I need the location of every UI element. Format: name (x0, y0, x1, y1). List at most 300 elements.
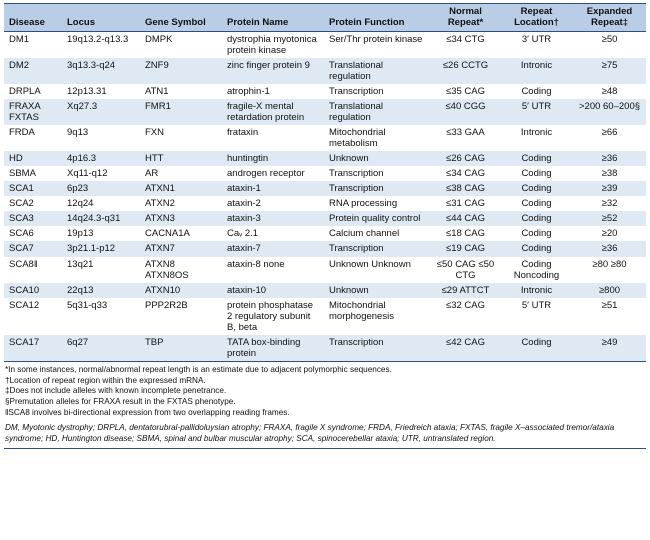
cell-protein-function-text: Transcription (329, 86, 384, 98)
cell-expanded-repeat-text: ≥800 (598, 284, 621, 296)
header-label-protein-name: Protein Name (227, 16, 289, 28)
cell-protein-name-text: zinc finger protein 9 (227, 60, 310, 72)
cell-repeat-location (500, 125, 572, 151)
cell-repeat-location (500, 151, 572, 166)
cell-normal-repeat-text: ≤18 CAG (445, 228, 485, 240)
cell-protein-name-text: protein phosphatase 2 regulatory subunit B, beta (227, 299, 314, 333)
cell-expanded-repeat-text: ≥49 (601, 336, 618, 348)
cell-disease (4, 211, 62, 226)
table-row (4, 196, 646, 211)
cell-repeat-location-text: Coding (521, 168, 552, 180)
cell-normal-repeat-text: ≤33 GAA (446, 127, 485, 139)
cell-protein-function (324, 226, 430, 241)
cell-locus (62, 298, 140, 335)
cell-gene-symbol (140, 99, 222, 125)
repeat-expansion-table (4, 3, 646, 361)
cell-disease-text: SCA7 (9, 243, 34, 255)
cell-expanded-repeat-text: ≥50 (601, 34, 618, 46)
column-header-gene-symbol (140, 4, 222, 32)
cell-protein-name (222, 99, 324, 125)
cell-expanded-repeat (572, 196, 646, 211)
cell-locus (62, 166, 140, 181)
cell-normal-repeat-text: ≤44 CAG (445, 213, 485, 225)
cell-disease-text: FRAXA FXTAS (9, 101, 41, 124)
cell-repeat-location (500, 226, 572, 241)
header-label-normal-repeat: Normal Repeat* (447, 6, 484, 28)
cell-protein-function (324, 151, 430, 166)
cell-protein-function-text: Unknown Unknown (329, 258, 411, 270)
cell-expanded-repeat (572, 151, 646, 166)
cell-normal-repeat (430, 226, 500, 241)
cell-protein-function-text: Transcription (329, 336, 384, 348)
cell-normal-repeat-text: ≤31 CAG (445, 198, 485, 210)
cell-gene-symbol-text: ATXN2 (145, 198, 175, 210)
cell-protein-function (324, 283, 430, 298)
table-row (4, 298, 646, 335)
cell-normal-repeat-text: ≤34 CAG (445, 168, 485, 180)
cell-disease (4, 241, 62, 256)
cell-repeat-location (500, 181, 572, 196)
cell-disease-text: SCA2 (9, 198, 34, 210)
cell-repeat-location-text: Coding (521, 153, 552, 165)
cell-repeat-location (500, 241, 572, 256)
cell-normal-repeat (430, 298, 500, 335)
cell-locus (62, 226, 140, 241)
cell-disease (4, 298, 62, 335)
cell-disease-text: DRPLA (9, 86, 41, 98)
cell-repeat-location-text: Coding (521, 198, 552, 210)
cell-protein-name-text: ataxin-3 (227, 213, 261, 225)
cell-protein-name-text: ataxin-8 none (227, 258, 285, 270)
cell-gene-symbol (140, 257, 222, 283)
cell-repeat-location-text: Coding (521, 183, 552, 195)
cell-protein-function (324, 257, 430, 283)
cell-protein-function-text: Translational regulation (329, 101, 384, 124)
cell-protein-name-text: androgen receptor (227, 168, 305, 180)
cell-gene-symbol (140, 226, 222, 241)
cell-locus (62, 335, 140, 361)
cell-locus-text: Xq11-q12 (67, 168, 108, 180)
cell-normal-repeat-text: ≤42 CAG (445, 336, 485, 348)
cell-repeat-location (500, 298, 572, 335)
cell-protein-function-text: Mitochondrial metabolism (329, 127, 386, 150)
cell-protein-function (324, 335, 430, 361)
cell-locus-text: 22q13 (67, 284, 94, 296)
column-header-expanded-repeat (572, 4, 646, 32)
cell-normal-repeat (430, 166, 500, 181)
cell-expanded-repeat (572, 257, 646, 283)
cell-gene-symbol-text: HTT (145, 153, 164, 165)
cell-expanded-repeat (572, 84, 646, 99)
cell-repeat-location-text: Coding (521, 86, 552, 98)
table-row (4, 125, 646, 151)
cell-repeat-location-text: Coding (521, 228, 552, 240)
cell-disease (4, 99, 62, 125)
column-header-protein-function (324, 4, 430, 32)
footnotes-block (4, 361, 646, 445)
cell-locus (62, 58, 140, 84)
cell-disease-text: DM1 (9, 34, 30, 46)
cell-protein-function (324, 32, 430, 59)
cell-expanded-repeat-text: ≥66 (601, 127, 618, 139)
cell-disease (4, 196, 62, 211)
cell-protein-name (222, 151, 324, 166)
cell-gene-symbol-text: ATXN10 (145, 284, 181, 296)
cell-expanded-repeat (572, 32, 646, 59)
cell-locus (62, 151, 140, 166)
cell-locus-text: 4p16.3 (67, 153, 97, 165)
cell-gene-symbol-text: ATN1 (145, 86, 169, 98)
cell-locus (62, 181, 140, 196)
cell-repeat-location (500, 211, 572, 226)
cell-protein-name-text: ataxin-1 (227, 183, 261, 195)
cell-disease (4, 166, 62, 181)
cell-protein-function-text: Transcription (329, 168, 384, 180)
cell-locus-text: 19q13.2-q13.3 (67, 34, 129, 46)
cell-disease (4, 257, 62, 283)
cell-normal-repeat-text: ≤29 ATTCT (441, 284, 490, 296)
cell-normal-repeat (430, 99, 500, 125)
cell-protein-name (222, 283, 324, 298)
column-header-normal-repeat (430, 4, 500, 32)
cell-disease-text: SCA1 (9, 183, 34, 195)
cell-repeat-location (500, 335, 572, 361)
cell-normal-repeat (430, 181, 500, 196)
cell-protein-name-text: atrophin-1 (227, 86, 270, 98)
cell-expanded-repeat (572, 241, 646, 256)
cell-locus-text: 12q24 (67, 198, 94, 210)
footnote-1: *In some instances, normal/abnormal repeat length is an estimate due to adjacent polymorphic sequences. (5, 364, 392, 374)
abbreviations-text: DM, Myotonic dystrophy; DRPLA, dentatorubral-pallidoluysian atrophy; FRAXA, fragile X syndrome; FRDA, Friedreich ataxia; FXTAS, fragile X–associated tremor/ataxia syndrome; HD, Huntington disease; SBMA, spinal and bulbar muscular atrophy; SCA, spinocerebellar ataxia; UTR, untranslated region. (5, 423, 615, 444)
cell-locus (62, 196, 140, 211)
cell-protein-name-text: ataxin-2 (227, 198, 261, 210)
cell-disease-text: FRDA (9, 127, 35, 139)
cell-gene-symbol-text: FMR1 (145, 101, 171, 113)
footnote-4: §Premutation alleles for FRAXA result in the FXTAS phenotype. (5, 397, 236, 407)
cell-expanded-repeat-text: ≥75 (601, 60, 618, 72)
cell-protein-name (222, 181, 324, 196)
cell-protein-name (222, 335, 324, 361)
cell-locus-text: 13q21 (67, 258, 94, 270)
table-row (4, 211, 646, 226)
footnote-5: ‖SCA8 involves bi-directional expression from two overlapping reading frames. (5, 408, 290, 418)
cell-locus-text: Xq27.3 (67, 101, 98, 113)
cell-normal-repeat-text: ≤26 CCTG (442, 60, 489, 72)
cell-locus (62, 125, 140, 151)
cell-repeat-location-text: 5′ UTR (521, 299, 552, 311)
cell-protein-name (222, 211, 324, 226)
cell-gene-symbol-text: ATXN1 (145, 183, 175, 195)
cell-repeat-location (500, 84, 572, 99)
cell-protein-function-text: Protein quality control (329, 213, 421, 225)
cell-repeat-location (500, 32, 572, 59)
table-row (4, 181, 646, 196)
cell-locus-text: 14q24.3-q31 (67, 213, 121, 225)
header-label-gene-symbol: Gene Symbol (145, 16, 206, 28)
cell-expanded-repeat (572, 166, 646, 181)
cell-protein-function-text: Calcium channel (329, 228, 400, 240)
cell-protein-function-text: Mitochondrial morphogenesis (329, 299, 394, 322)
cell-gene-symbol (140, 151, 222, 166)
cell-protein-function (324, 196, 430, 211)
table-row (4, 226, 646, 241)
cell-protein-function-text: Ser/Thr protein kinase (329, 34, 423, 46)
table-row (4, 241, 646, 256)
cell-gene-symbol-text: FXN (145, 127, 164, 139)
cell-gene-symbol-text: AR (145, 168, 159, 180)
cell-expanded-repeat-text: >200 60–200§ (578, 101, 641, 113)
cell-normal-repeat (430, 58, 500, 84)
cell-protein-function-text: Translational regulation (329, 60, 384, 83)
cell-expanded-repeat-text: ≥32 (601, 198, 618, 210)
table-row (4, 335, 646, 361)
cell-protein-name (222, 84, 324, 99)
cell-normal-repeat (430, 84, 500, 99)
column-header-repeat-location (500, 4, 572, 32)
cell-protein-function-text: RNA processing (329, 198, 398, 210)
cell-disease (4, 181, 62, 196)
cell-repeat-location-text: Coding (521, 213, 552, 225)
cell-expanded-repeat-text: ≥48 (601, 86, 618, 98)
cell-protein-name (222, 58, 324, 84)
cell-protein-name (222, 226, 324, 241)
cell-gene-symbol-text: PPP2R2B (145, 299, 188, 311)
cell-gene-symbol (140, 166, 222, 181)
cell-gene-symbol (140, 335, 222, 361)
cell-protein-name-text: frataxin (227, 127, 259, 139)
cell-disease-text: SCA12 (9, 299, 40, 311)
cell-disease-text: DM2 (9, 60, 30, 72)
cell-gene-symbol (140, 125, 222, 151)
cell-protein-name-text: ataxin-7 (227, 243, 261, 255)
cell-locus-text: 6q27 (67, 336, 89, 348)
cell-expanded-repeat-text: ≥51 (601, 299, 618, 311)
cell-gene-symbol-text: TBP (145, 336, 164, 348)
cell-repeat-location-text: 3′ UTR (521, 34, 552, 46)
cell-normal-repeat-text: ≤19 CAG (445, 243, 485, 255)
cell-repeat-location (500, 58, 572, 84)
cell-expanded-repeat-text: ≥39 (601, 183, 618, 195)
cell-normal-repeat-text: ≤35 CAG (445, 86, 485, 98)
cell-protein-name-text: fragile-X mental retardation protein (227, 101, 305, 124)
cell-repeat-location-text: Coding (521, 336, 552, 348)
cell-expanded-repeat (572, 226, 646, 241)
cell-disease (4, 283, 62, 298)
footnote-2: †Location of repeat region within the expressed mRNA. (5, 375, 206, 385)
cell-repeat-location-text: Intronic (520, 127, 553, 139)
cell-expanded-repeat-text: ≥52 (601, 213, 618, 225)
column-header-protein-name (222, 4, 324, 32)
cell-protein-function (324, 298, 430, 335)
cell-disease-text: SCA10 (9, 284, 40, 296)
cell-gene-symbol (140, 298, 222, 335)
cell-protein-function (324, 211, 430, 226)
cell-disease-text: HD (9, 153, 23, 165)
cell-gene-symbol-text: DMPK (145, 34, 173, 46)
bottom-rule (4, 448, 646, 449)
table-row (4, 283, 646, 298)
cell-disease-text: SCA17 (9, 336, 40, 348)
cell-normal-repeat-text: ≤32 CAG (445, 299, 485, 311)
cell-expanded-repeat (572, 211, 646, 226)
header-row (4, 4, 646, 32)
cell-gene-symbol (140, 241, 222, 256)
cell-protein-name (222, 166, 324, 181)
cell-locus (62, 84, 140, 99)
cell-protein-function (324, 241, 430, 256)
cell-normal-repeat (430, 196, 500, 211)
cell-normal-repeat (430, 283, 500, 298)
cell-repeat-location (500, 257, 572, 283)
cell-locus-text: 6p23 (67, 183, 89, 195)
cell-expanded-repeat (572, 58, 646, 84)
cell-locus-text: 5q31-q33 (67, 299, 108, 311)
cell-protein-function (324, 58, 430, 84)
cell-disease (4, 32, 62, 59)
cell-expanded-repeat (572, 283, 646, 298)
cell-disease (4, 151, 62, 166)
cell-expanded-repeat-text: ≥36 (601, 243, 618, 255)
cell-repeat-location-text: Intronic (520, 60, 553, 72)
cell-normal-repeat (430, 257, 500, 283)
cell-locus-text: 19p13 (67, 228, 94, 240)
column-header-disease (4, 4, 62, 32)
cell-disease (4, 335, 62, 361)
cell-expanded-repeat (572, 99, 646, 125)
cell-gene-symbol (140, 283, 222, 298)
cell-expanded-repeat-text: ≥38 (601, 168, 618, 180)
cell-gene-symbol (140, 58, 222, 84)
cell-protein-name (222, 257, 324, 283)
cell-gene-symbol-text: ZNF9 (145, 60, 169, 72)
cell-disease-text: SCA6 (9, 228, 34, 240)
table-row (4, 99, 646, 125)
cell-protein-function (324, 181, 430, 196)
cell-protein-name (222, 125, 324, 151)
cell-disease (4, 58, 62, 84)
cell-locus-text: 12p13.31 (67, 86, 107, 98)
cell-repeat-location-text: Coding (521, 243, 552, 255)
cell-protein-function (324, 166, 430, 181)
cell-gene-symbol (140, 181, 222, 196)
cell-expanded-repeat-text: ≥80 ≥80 (592, 258, 627, 270)
cell-expanded-repeat (572, 298, 646, 335)
table-row (4, 151, 646, 166)
cell-locus-text: 9q13 (67, 127, 89, 139)
cell-protein-name-text: dystrophia myotonica protein kinase (227, 34, 317, 57)
cell-protein-function (324, 84, 430, 99)
cell-normal-repeat-text: ≤40 CGG (445, 101, 486, 113)
cell-disease (4, 125, 62, 151)
cell-disease (4, 226, 62, 241)
table-body (4, 32, 646, 361)
table-row (4, 84, 646, 99)
cell-gene-symbol-text: CACNA1A (145, 228, 190, 240)
header-label-disease: Disease (9, 16, 45, 28)
cell-locus (62, 99, 140, 125)
header-label-locus: Locus (67, 16, 95, 28)
cell-expanded-repeat (572, 125, 646, 151)
cell-gene-symbol-text: ATXN3 (145, 213, 175, 225)
header-label-repeat-location: Repeat Location† (514, 6, 559, 28)
cell-normal-repeat (430, 241, 500, 256)
header-label-protein-function: Protein Function (329, 16, 405, 28)
cell-gene-symbol (140, 211, 222, 226)
cell-locus (62, 211, 140, 226)
cell-gene-symbol (140, 84, 222, 99)
table-row (4, 58, 646, 84)
cell-disease-text: SCA3 (9, 213, 34, 225)
cell-normal-repeat-text: ≤38 CAG (445, 183, 485, 195)
cell-gene-symbol-text: ATXN8 ATXN8OS (145, 258, 189, 281)
cell-normal-repeat-text: ≤26 CAG (445, 153, 485, 165)
cell-protein-name-text: TATA box-binding protein (227, 336, 301, 359)
cell-normal-repeat-text: ≤34 CTG (446, 34, 485, 46)
cell-expanded-repeat (572, 181, 646, 196)
cell-protein-name-text: Caᵥ 2.1 (227, 228, 259, 240)
cell-protein-name (222, 241, 324, 256)
cell-protein-function (324, 99, 430, 125)
cell-protein-name-text: huntingtin (227, 153, 269, 165)
cell-disease-text: SCA8‖ (9, 258, 38, 270)
cell-disease-text: SBMA (9, 168, 36, 180)
column-header-locus (62, 4, 140, 32)
cell-protein-function (324, 125, 430, 151)
cell-protein-name (222, 196, 324, 211)
cell-repeat-location-text: 5′ UTR (521, 101, 552, 113)
cell-normal-repeat (430, 211, 500, 226)
cell-locus (62, 283, 140, 298)
cell-locus (62, 257, 140, 283)
cell-repeat-location (500, 196, 572, 211)
cell-protein-name (222, 298, 324, 335)
cell-protein-name (222, 32, 324, 59)
cell-locus (62, 32, 140, 59)
cell-repeat-location-text: Intronic (520, 284, 553, 296)
cell-protein-function-text: Unknown (329, 284, 369, 296)
cell-repeat-location-text: Coding Noncoding (513, 258, 560, 281)
table-row (4, 257, 646, 283)
table-row (4, 166, 646, 181)
header-label-expanded-repeat: Expanded Repeat‡ (586, 6, 633, 28)
cell-normal-repeat (430, 335, 500, 361)
cell-normal-repeat (430, 125, 500, 151)
cell-expanded-repeat-text: ≥36 (601, 153, 618, 165)
cell-disease (4, 84, 62, 99)
cell-gene-symbol-text: ATXN7 (145, 243, 175, 255)
cell-gene-symbol (140, 196, 222, 211)
cell-normal-repeat (430, 32, 500, 59)
abbreviations (4, 419, 646, 445)
cell-protein-function-text: Unknown (329, 153, 369, 165)
footnote-3: ‡Does not include alleles with known incomplete penetrance. (5, 386, 227, 396)
cell-locus (62, 241, 140, 256)
cell-normal-repeat-text: ≤50 CAG ≤50 CTG (436, 258, 495, 281)
cell-protein-function-text: Transcription (329, 243, 384, 255)
cell-normal-repeat (430, 151, 500, 166)
table-row (4, 32, 646, 59)
cell-protein-name-text: ataxin-10 (227, 284, 267, 296)
cell-expanded-repeat-text: ≥20 (601, 228, 618, 240)
cell-gene-symbol (140, 32, 222, 59)
table-header (4, 4, 646, 32)
cell-repeat-location (500, 99, 572, 125)
cell-expanded-repeat (572, 335, 646, 361)
cell-repeat-location (500, 166, 572, 181)
cell-protein-function-text: Transcription (329, 183, 384, 195)
cell-repeat-location (500, 283, 572, 298)
cell-locus-text: 3p21.1-p12 (67, 243, 116, 255)
